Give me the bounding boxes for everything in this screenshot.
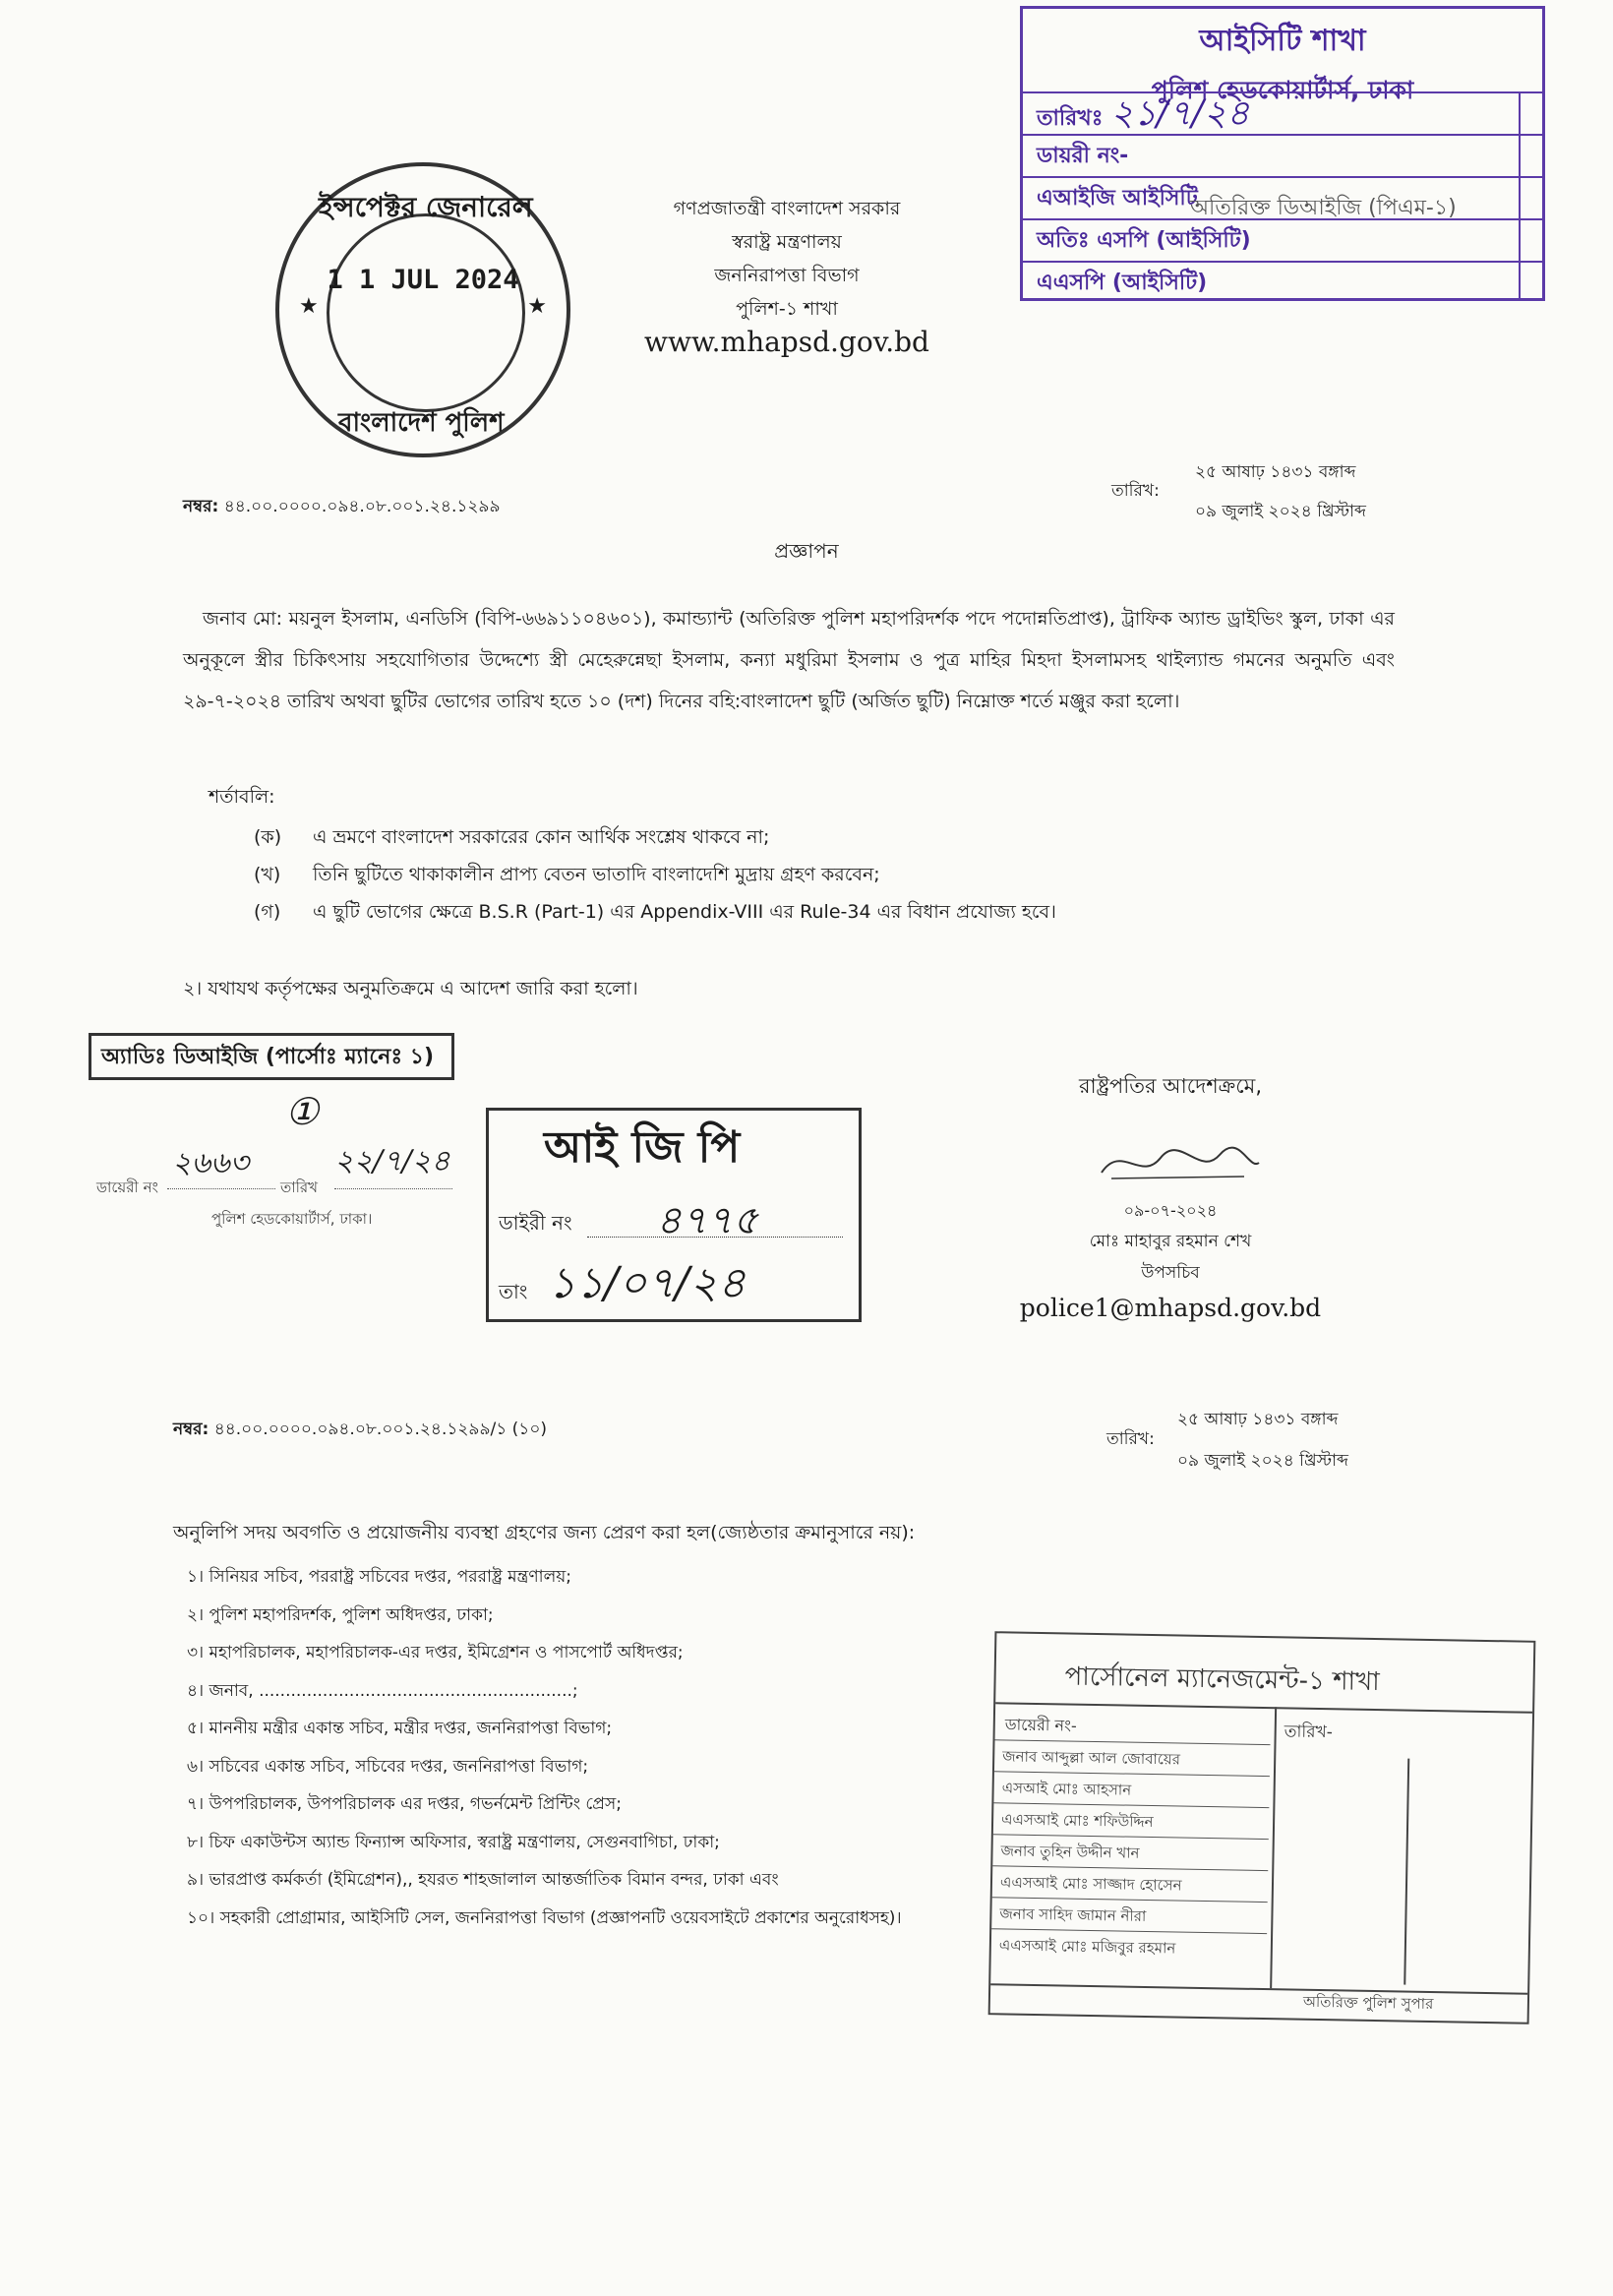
igp-stamp-diary-label: ডাইরী নং <box>499 1211 572 1235</box>
igp-stamp <box>486 1108 862 1322</box>
header-government: গণপ্রজাতন্ত্রী বাংলাদেশ সরকার <box>673 198 901 219</box>
memo-date-label: তারিখ: <box>1111 481 1160 501</box>
addl-dig-stamp-title: অ্যাডিঃ ডিআইজি (পার্সোঃ ম্যানেঃ ১) <box>89 1033 454 1080</box>
memo-date: ২৫ আষাঢ় ১৪৩১ বঙ্গাব্দ ০৯ জুলাই ২০২৪ খ্রিস্টাব্দ <box>1195 462 1366 521</box>
memo2-date-label: তারিখ: <box>1106 1429 1155 1449</box>
igp-stamp-title: আই জি পি <box>544 1122 741 1173</box>
copy-list-item: ১০। সহকারী প্রোগ্রামার, আইসিটি সেল, জননিরাপত্তা বিভাগ (প্রজ্ঞাপনটি ওয়েবসাইটে প্রকাশের অনুরোধসহ)। <box>187 1907 902 1928</box>
seal-bottom-text: বাংলাদেশ পুলিশ <box>338 408 505 438</box>
ict-stamp-date-value: ২১/৭/২৪ <box>1110 93 1250 134</box>
ict-stamp-date-label: তারিখঃ <box>1037 106 1104 131</box>
igp-stamp-date-value: ১১/০৭/২৪ <box>548 1258 747 1308</box>
pm-stamp-row: জনাব সাহিদ জামান নীরা <box>991 1897 1268 1933</box>
star-icon: ★ <box>527 294 547 319</box>
inspector-general-seal <box>275 162 570 457</box>
ict-stamp-diary: ডায়রী নং- <box>1023 134 1542 176</box>
condition-item: (খ) তিনি ছুটিতে থাকাকালীন প্রাপ্য বেতন ভাতাদি বাংলাদেশি মুদ্রায় গ্রহণ করবেন; <box>254 864 880 885</box>
addl-dig-footer: পুলিশ হেডকোয়ার্টার্স, ঢাকা। <box>211 1210 373 1228</box>
copy-list-item: ৪। জনাব, ...........................................................; <box>187 1680 578 1701</box>
ict-stamp-title: আইসিটি শাখা <box>1199 24 1366 58</box>
copy-list-item: ৬। সচিবের একান্ত সচিব, সচিবের দপ্তর, জননিরাপত্তা বিভাগ; <box>187 1756 589 1777</box>
pm-stamp-row: এসআই মোঃ আহসান <box>993 1771 1270 1807</box>
header-section: পুলিশ-১ শাখা <box>736 298 838 320</box>
conditions-list <box>254 818 1385 931</box>
addl-dig-date-value: ২২/৭/২৪ <box>334 1144 450 1178</box>
header-website: www.mhapsd.gov.bd <box>644 326 929 358</box>
pm-stamp-row: এএসআই মোঃ সাজ্জাদ হোসেন <box>992 1865 1269 1902</box>
ict-stamp-row3-overlay: অতিরিক্ত ডিআইজি (পিএম-১) <box>1190 196 1457 220</box>
star-icon: ★ <box>299 294 319 319</box>
pm-stamp-date-label: তারিখ- <box>1284 1722 1334 1743</box>
ict-branch-stamp <box>1020 6 1545 301</box>
copy-list-item: ৩। মহাপরিচালক, মহাপরিচালক-এর দপ্তর, ইমিগ্রেশন ও পাসপোর্ট অধিদপ্তর; <box>187 1643 684 1662</box>
addl-dig-date-label: তারিখ <box>280 1178 318 1196</box>
addl-dig-diary-value: ২৬৬৩ <box>172 1146 250 1180</box>
personnel-management-stamp <box>988 1631 1536 2024</box>
copy-list-item: ৮। চিফ একাউন্টস অ্যান্ড ফিন্যান্স অফিসার, স্বরাষ্ট্র মন্ত্রণালয়, সেগুনবাগিচা, ঢাকা; <box>187 1832 720 1852</box>
memo2-number: নম্বর: ৪৪.০০.০০০০.০৯৪.০৮.০০১.২৪.১২৯৯/১ (১০) <box>173 1420 548 1439</box>
copy-list-item: ২। পুলিশ মহাপরিদর্শক, পুলিশ অধিদপ্তর, ঢাকা; <box>187 1604 494 1625</box>
body-paragraph: জনাব মো: ময়নুল ইসলাম, এনডিসি (বিপি-৬৬৯১১০৪৬০১), কমান্ড্যান্ট (অতিরিক্ত পুলিশ মহাপরিদর্শক পদে পদোন্নতিপ্রাপ্ত), ট্রাফিক অ্যান্ড ড্রাইভিং স্কুল, ঢাকা এর অনুকূলে স্ত্রীর চিকিৎসায় সহযোগিতার উদ্দেশ্যে স্ত্রী মেহেরুন্নেছা ইসলাম, কন্যা মধুরিমা ইসলাম ও পুত্র মাহির মিহদা ইসলামসহ থাইল্যান্ড গমনের অনুমতি এবং ২৯-৭-২০২৪ তারিখ অথবা ছুটির ভোগের তারিখ হতে ১০ (দশ) দিনের বহি:বাংলাদেশ ছুটি (অর্জিত ছুটি) নিম্নোক্ত শর্তে মঞ্জুর করা হলো। <box>183 608 1395 712</box>
signer-designation: উপসচিব <box>1141 1263 1200 1283</box>
igp-stamp-date-label: তাং <box>499 1280 528 1303</box>
order-by-president: রাষ্ট্রপতির আদেশক্রমে, <box>1079 1074 1262 1098</box>
pm-stamp-row: জনাব তুহিন উদ্দীন খান <box>992 1834 1269 1870</box>
igp-stamp-diary-value: ৪৭৭৫ <box>656 1198 758 1243</box>
ict-stamp-row5: এএসপি (আইসিটি) <box>1023 261 1542 303</box>
memo2-date: ২৫ আষাঢ় ১৪৩১ বঙ্গাব্দ ০৯ জুলাই ২০২৪ খ্রিস্টাব্দ <box>1177 1410 1348 1471</box>
pm-stamp-title: পার্সোনেল ম্যানেজমেন্ট-১ শাখা <box>1064 1662 1380 1698</box>
seal-date: 1 1 JUL 2024 <box>327 265 519 295</box>
condition-item: (গ) এ ছুটি ভোগের ক্ষেত্রে B.S.R (Part-1) এর Appendix-VIII এর Rule-34 এর বিধান প্রযোজ্য হবে। <box>254 901 1056 923</box>
seal-top-text: ইন্সপেক্টর জেনারেল <box>319 191 533 223</box>
pm-stamp-row: এএসআই মোঃ মজিবুর রহমান <box>991 1928 1268 1964</box>
condition-item: (ক) এ ভ্রমণে বাংলাদেশ সরকারের কোন আর্থিক সংশ্লেষ থাকবে না; <box>254 826 770 848</box>
ict-stamp-row3: এআইজি আইসিটি <box>1037 186 1198 211</box>
signature-scribble <box>1072 1133 1269 1192</box>
memo-number: নম্বর: ৪৪.০০.০০০০.০৯৪.০৮.০০১.২৪.১২৯৯ <box>183 497 501 516</box>
pm-stamp-row: জনাব আব্দুল্লা আল জোবায়ের <box>994 1739 1271 1776</box>
signature-block <box>944 1068 1397 1328</box>
copy-list-item: ৫। মাননীয় মন্ত্রীর একান্ত সচিব, মন্ত্রীর দপ্তর, জননিরাপত্তা বিভাগ; <box>187 1719 613 1738</box>
copy-list-item: ৯। ভারপ্রাপ্ত কর্মকর্তা (ইমিগ্রেশন),, হযরত শাহজালাল আন্তর্জাতিক বিমান বন্দর, ঢাকা এবং <box>187 1870 779 1890</box>
document-title: প্রজ্ঞাপন <box>774 539 839 563</box>
ict-stamp-subtitle: পুলিশ হেডকোয়ার্টার্স, ঢাকা <box>1151 76 1414 104</box>
pm-stamp-row: এএসআই মোঃ শফিউদ্দিন <box>993 1802 1270 1839</box>
header-ministry: স্বরাষ্ট্র মন্ত্রণালয় <box>732 231 842 253</box>
ict-stamp-row4: অতিঃ এসপি (আইসিটি) <box>1023 218 1542 261</box>
addl-dig-diary-label: ডায়েরী নং <box>96 1178 158 1196</box>
copy-list-item: ১। সিনিয়র সচিব, পররাষ্ট্র সচিবের দপ্তর, পররাষ্ট্র মন্ত্রণালয়; <box>187 1567 571 1587</box>
signature-date: ০৯-০৭-২০২৪ <box>1123 1201 1218 1220</box>
order-paragraph: ২। যথাযথ কর্তৃপক্ষের অনুমতিক্রমে এ আদেশ জারি করা হলো। <box>183 978 638 999</box>
copy-list-item: ৭। উপপরিচালক, উপপরিচালক এর দপ্তর, গভর্নমেন্ট প্রিন্টিং প্রেস; <box>187 1794 622 1814</box>
copy-intro: অনুলিপি সদয় অবগতি ও প্রয়োজনীয় ব্যবস্থা গ্রহণের জন্য প্রেরণ করা হল(জ্যেষ্ঠতার ক্রমানুসারে নয়): <box>173 1522 916 1543</box>
letterhead <box>570 192 1003 358</box>
pm-stamp-footer: অতিরিক্ত পুলিশ সুপার <box>1302 1992 1434 2014</box>
pm-stamp-diary-label: ডায়েরী নং- <box>1004 1715 1077 1735</box>
copy-list <box>187 1558 902 1937</box>
signer-email: police1@mhapsd.gov.bd <box>1019 1294 1322 1322</box>
addl-dig-stamp <box>89 1033 462 1230</box>
addl-dig-mark: ① <box>285 1090 320 1133</box>
signer-name: মোঃ মাহাবুর রহমান শেখ <box>1089 1232 1252 1251</box>
conditions-label: শর্তাবলি: <box>209 786 275 808</box>
header-division: জননিরাপত্তা বিভাগ <box>714 265 860 286</box>
